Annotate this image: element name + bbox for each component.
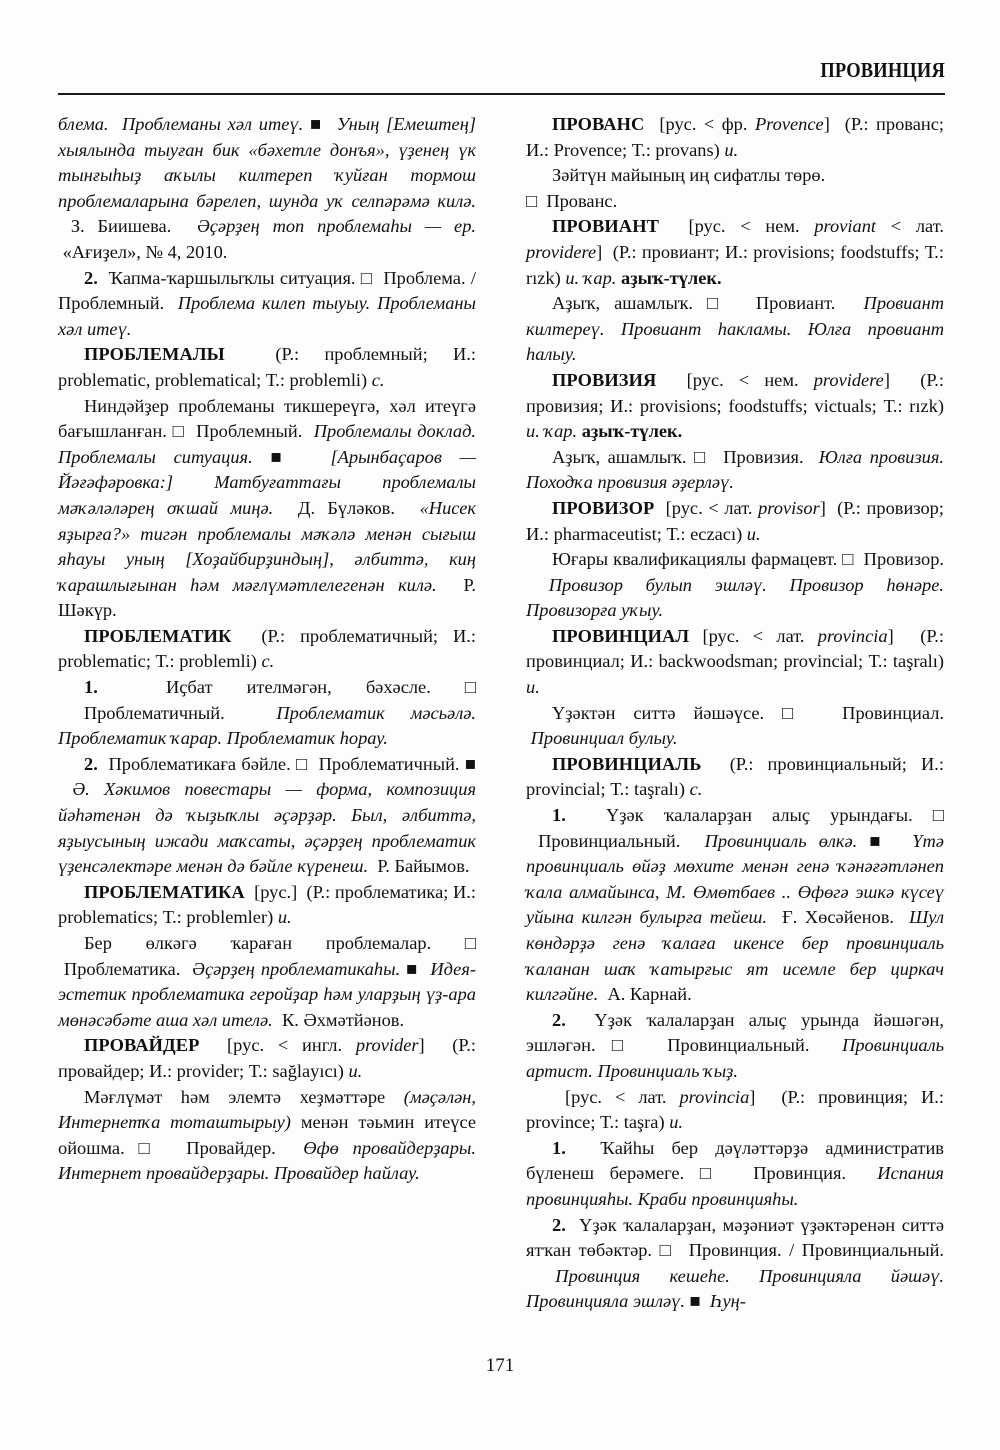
etymology-text: ] (819, 497, 826, 518)
example-text: Провинция кешеһе. Провинцияла йәшәү. Провинцияла эшләү. (526, 1265, 944, 1312)
translation-text: Проблематичный. (313, 753, 460, 774)
example-text: Испания провинцияһы. Краби провинцияһы. (526, 1163, 944, 1209)
paragraph-problema-sense-2 (58, 266, 476, 343)
part-of-speech: и. (526, 677, 540, 698)
citation-text: Ә. Хәкимов повестары — форма, композиция йәһәтенән дә ҡыҙыҡлы әҫәрҙәр. Был, әлбиттә, яҙыусының ижади маҡсаты, әҫәрҙең проблематик үҙенсәлектәре менән дә бәйле күренеш. (58, 779, 476, 877)
citation-text: Шул көндәрҙә генә ҡалаға икенсе бер провинциаль ҡаланан шаҡ ҡатырғыс ят исемле бер циркач килгәйне. (526, 907, 944, 1005)
translation-text: Провинция. (737, 1163, 847, 1184)
text-run: блема. (58, 114, 109, 134)
paragraph-provintsial-body (526, 701, 944, 752)
headword: ПРОВИАНТ (552, 216, 659, 237)
part-of-speech: и. (277, 907, 292, 928)
entry-provans (526, 112, 944, 163)
paragraph-provintsial-adj-sense-1 (526, 803, 944, 1008)
definition-text: Проблематикаға бәйле. (103, 753, 291, 774)
two-column-body (58, 112, 945, 1312)
citation-text: [Арынбаҫаров — Йәғәфәровка:] Матбуғаттағы проблемалы мәҡәләләрең оҡшай миңә. (58, 446, 477, 518)
translation-text: Провизия. (715, 446, 804, 467)
etymology-text: ] (596, 241, 603, 262)
example-text: Проблемалы доклад. Проблемалы ситуация. (58, 421, 477, 467)
example-text: Проблема килеп тыуыу. Проблеманы хәл итеү. (58, 293, 476, 339)
sense-number: 2. (84, 267, 98, 288)
etymology-text: [рус. < лат. (660, 497, 759, 518)
headword: ПРОБЛЕМАТИКА (84, 881, 245, 902)
entry-problemaly (58, 342, 476, 393)
translation-text: Провайдер. (172, 1137, 276, 1158)
translation-text: Провинциал. (824, 702, 944, 723)
open-square-icon (138, 1138, 158, 1158)
definition-text: Зәйтүн майының иң сифатлы төрө. (552, 165, 826, 186)
gloss-text: (Р.: проблематичный; И.: problematic; Т.: problemli) (58, 625, 476, 672)
author-attribution: Р. Байымов. (372, 856, 470, 877)
definition-text: Аҙыҡ, ашамлыҡ. (552, 293, 693, 314)
headword: ПРОВИНЦИАЛ (552, 625, 690, 646)
definition-text: Үҙәк ҡалаларҙан алыҫ урында йәшәгән, эшләгән. (526, 1009, 944, 1056)
paragraph-provizor-body (526, 547, 944, 624)
citation-text: Уның [Емештең] хыялында тыуған бик «бәхетле донъя», үҙенең үк тынғыһыҙ аҡылы килтереп ҡуйған тормош проблемаларына бәрелеп, шунда уҡ селпәрәмә килә. (58, 114, 476, 211)
open-square-icon (933, 805, 944, 825)
cross-reference: аҙыҡ-түлек. (581, 421, 683, 442)
author-attribution: Ғ. Хөсәйенов. (774, 907, 895, 928)
filled-square-icon (869, 831, 888, 851)
open-square-icon (361, 268, 373, 288)
sense-number: 2. (552, 1214, 566, 1235)
translation-text: Проблематика. (58, 958, 181, 979)
header-rule (58, 93, 945, 95)
author-attribution: Д. Бүләков. (285, 497, 395, 518)
grammar-gloss (250, 344, 275, 364)
definition-text: Иҫбат ителмәгән, бәхәсле. (131, 677, 431, 698)
right-column (526, 112, 944, 1312)
example-text: Провинциаль өлкә. (692, 830, 858, 851)
open-square-icon (465, 933, 476, 953)
filled-square-icon (271, 447, 295, 467)
translation-text: Провизор. (858, 549, 944, 570)
entry-provayder (58, 1033, 476, 1084)
etymology-text: [рус.] (249, 881, 298, 902)
example-text: Әҫәрҙең проблематикаһы. (186, 958, 401, 979)
author-attribution: Р. Шәкүр. (58, 574, 477, 621)
etymology-text: ] (823, 114, 830, 134)
gloss-text: (Р.: проблемный; И.: problematic, problematical; Т.: problemli) (58, 344, 476, 390)
paragraph-problema-continuation (58, 112, 476, 266)
definition-text: менән тәьмин итеүсе ойошма. (58, 1112, 477, 1158)
page-number: 171 (485, 1355, 515, 1376)
citation-text: Идея-эстетик проблематика геройҙар һәм уларҙың үҙ-ара мөнәсәбәте аша хәл ителә. (58, 958, 476, 1030)
paragraph-provans-body (526, 163, 944, 214)
part-of-speech: и. (669, 1112, 683, 1133)
gloss-text: (Р.: провиант; И.: provisions; foodstuffs; Т.: rızk) (526, 241, 944, 288)
part-of-speech: и. ҡар. (565, 267, 617, 288)
example-text: Провизор булып эшләү. Провизор һөнәре. Провизорға уҡыу. (526, 574, 944, 621)
definition-text: Ҡапма-ҡаршылыҡлы ситуация. (103, 267, 356, 288)
etymon: provisor (758, 497, 820, 518)
filled-square-icon (690, 1291, 701, 1311)
gloss-text: (Р.: прованс; И.: Provence; Т.: provans) (526, 114, 944, 160)
etymon: provincia (817, 625, 888, 646)
gloss-text: (Р.: провайдер; И.: provider; Т.: sağlayıcı) (58, 1035, 476, 1081)
translation-text: Проблемный. (190, 421, 303, 442)
gloss-text: (Р.: провинциал; И.: backwoodsman; provincial; Т.: taşralı) (526, 625, 944, 672)
open-square-icon (707, 293, 728, 313)
etymon: provincia (679, 1086, 750, 1107)
paragraph-problemaly-body (58, 394, 476, 624)
open-square-icon (782, 703, 806, 723)
definition-text: Мәғлүмәт һәм элемтә хеҙмәттәре (84, 1086, 404, 1107)
text-run: Проблеманы хәл итеү. (115, 114, 304, 134)
entry-provizor (526, 496, 944, 547)
open-square-icon (526, 191, 537, 211)
paragraph-provintsial-adj-sense-2 (526, 1008, 944, 1085)
part-of-speech: и. (348, 1060, 363, 1081)
sense-number: 2. (552, 1009, 566, 1030)
etymology-text: [рус. < нем. (671, 369, 814, 390)
entry-provintsiya (526, 1085, 944, 1136)
etymon: providere (526, 241, 597, 262)
etymology-text: < лат. (876, 216, 944, 237)
gloss-text: (Р.: провизия; И.: provisions; foodstuffs; victuals; Т.: rızk) (526, 369, 944, 416)
gloss-text: (Р.: провизор; И.: pharmaceutist; Т.: eczacı) (526, 497, 944, 544)
entry-provintsial (526, 624, 944, 701)
paragraph-provisiya-body (526, 445, 944, 496)
definition-text: Ниндәйҙер проблеманы тикшереүгә, хәл итеүгә бағышланған. (58, 395, 476, 442)
author-attribution: З. Биишева. (58, 216, 172, 237)
headword: ПРОБЛЕМАТИК (84, 625, 232, 646)
definition-text: Үҙәк ҡалаларҙан алыҫ урындағы. (585, 805, 913, 826)
example-text: Провинциаль артист. Провинциаль ҡыҙ. (526, 1035, 945, 1081)
open-square-icon (173, 421, 185, 441)
paragraph-proviant-body (526, 291, 944, 368)
entry-problematika (58, 880, 476, 931)
filled-square-icon (465, 754, 476, 774)
paragraph-problematik-sense-2 (58, 752, 476, 880)
translation-text: Провинция. / Провинциальный. (681, 1240, 945, 1261)
gloss-text: (Р.: проблематика; И.: problematics; Т.: problemler) (58, 881, 476, 928)
translation-text: Проблема. / Проблемный. (58, 267, 476, 314)
entry-problematik (58, 624, 476, 675)
headword: ПРОВАНС (552, 114, 645, 134)
etymology-text: [рус. < фр. (651, 114, 755, 134)
etymon: Provence (754, 114, 824, 134)
part-of-speech: и. ҡар. (526, 421, 578, 442)
open-square-icon (660, 1240, 674, 1260)
headword: ПРОВИЗИЯ (552, 369, 657, 390)
citation-text: Үтә провинциаль өйәҙ мөхите менән генә ҡәнәғәтләнеп ҡала алмайынса, М. Өмөтбаев .. Өфөгә эшкә күсеү уйына килгән булырға тейеш. (526, 830, 944, 928)
author-attribution: К. Әхмәтйәнов. (277, 1009, 405, 1030)
entry-proviant (526, 214, 944, 291)
etymology-text: ] (749, 1086, 756, 1107)
headword: ПРОВИНЦИАЛЬ (552, 753, 702, 774)
example-text: Провиант килтереү. Провиант һакламы. Юлға провиант һалыу. (526, 293, 944, 365)
example-text: Юлға провизия. Походҡа провизия әҙерләү. (526, 446, 944, 493)
sense-number: 1. (84, 677, 98, 698)
gloss-text: (Р.: провинция; И.: province; Т.: taşra) (526, 1086, 944, 1133)
example-text: Өфө провайдерҙары. Интернет провайдерҙары. Провайдер һайлау. (58, 1137, 476, 1184)
translation-text: Провиант. (741, 293, 836, 314)
etymon: proviant (814, 216, 876, 237)
part-of-speech: с. (371, 369, 385, 390)
filled-square-icon (310, 114, 323, 134)
part-of-speech: с. (261, 651, 275, 672)
headword: ПРОБЛЕМАЛЫ (84, 344, 225, 365)
headword: ПРОВАЙДЕР (84, 1035, 200, 1056)
definition-text: Үҙәктән ситтә йәшәүсе. (552, 702, 765, 723)
citation-text: «Нисек яҙырға?» тигән проблемалы мәҡәлә менән сығыш яһауы уның [Хоҙайбирҙиндың], әлбиттә, киң ҡарашлығынан һәм мәғлүмәтлелегенән килә. (58, 497, 476, 595)
example-text: Проблематик мәсьәлә. Проблематик ҡарар. Проблематик һорау. (58, 702, 476, 749)
etymon: providere (813, 369, 884, 390)
paragraph-problematik-sense-1 (58, 675, 476, 752)
translation-text: Провинциальный. (650, 1035, 810, 1056)
paragraph-provayder-body (58, 1085, 476, 1187)
paragraph-problematika-body (58, 931, 476, 1033)
open-square-icon (296, 754, 308, 774)
running-head: ПРОВИНЦИЯ (820, 58, 945, 82)
gloss-text: (Р.: провинциальный; И.: provincial; Т.: taşralı) (526, 753, 944, 800)
definition-parenthetical: (мәҫәлән, Интернетҡа тоташтырыу) (58, 1086, 476, 1133)
entry-provisiya (526, 368, 944, 445)
translation-text: Прованс. (541, 190, 618, 211)
part-of-speech: и. (724, 139, 739, 160)
open-square-icon (842, 549, 853, 569)
translation-text: Проблематичный. (58, 702, 225, 723)
entry-provintsial-adj (526, 752, 944, 803)
definition-text: Ҡайһы бер дәүләттәрҙә административ бүленеш берәмеге. (526, 1137, 944, 1184)
cross-reference: аҙыҡ-түлек. (621, 267, 722, 288)
headword: ПРОВИЗОР (552, 497, 655, 518)
definition-text: Үҙәк ҡалаларҙан, мәҙәниәт үҙәктәренән ситтә ятҡан төбәктәр. (526, 1214, 944, 1261)
sense-number: 1. (552, 805, 566, 826)
etymology-text: [рус. < лат. (552, 1086, 680, 1107)
filled-square-icon (406, 959, 418, 979)
etymology-text: ] (883, 369, 890, 390)
etymology-text: ] (887, 625, 894, 646)
open-square-icon (465, 677, 476, 697)
paragraph-provintsiya-sense-2 (526, 1213, 944, 1315)
etymology-text: ] (418, 1035, 425, 1056)
part-of-speech: и. (746, 523, 761, 544)
etymology-text: [рус. < нем. (673, 216, 815, 237)
etymology-text: [рус. < лат. (689, 625, 818, 646)
definition-text: Бер өлкәгә ҡараған проблемалар. (84, 933, 432, 953)
open-square-icon (694, 447, 708, 467)
source-attribution: «Ағиҙел», № 4, 2010. (58, 241, 228, 262)
paragraph-provintsiya-sense-1 (526, 1136, 944, 1213)
sense-number: 1. (552, 1137, 566, 1158)
definition-text: Юғары квалификациялы фармацевт. (552, 549, 838, 570)
example-text: Провинциал булыу. (526, 728, 678, 749)
definition-text: Аҙыҡ, ашамлыҡ. (552, 446, 687, 467)
etymology-text: [рус. < ингл. (213, 1035, 356, 1056)
open-square-icon (612, 1035, 635, 1055)
citation-text: Һуң- (705, 1291, 746, 1312)
open-square-icon (700, 1163, 722, 1183)
etymon: provider (355, 1035, 419, 1056)
left-column (58, 112, 476, 1312)
translation-text: Провинциальный. (526, 830, 681, 851)
author-attribution: А. Карнай. (602, 984, 692, 1005)
sense-number: 2. (84, 753, 98, 774)
citation-text: Әҫәрҙең топ проблемаһы — ер. (184, 216, 476, 237)
part-of-speech: с. (689, 779, 703, 800)
